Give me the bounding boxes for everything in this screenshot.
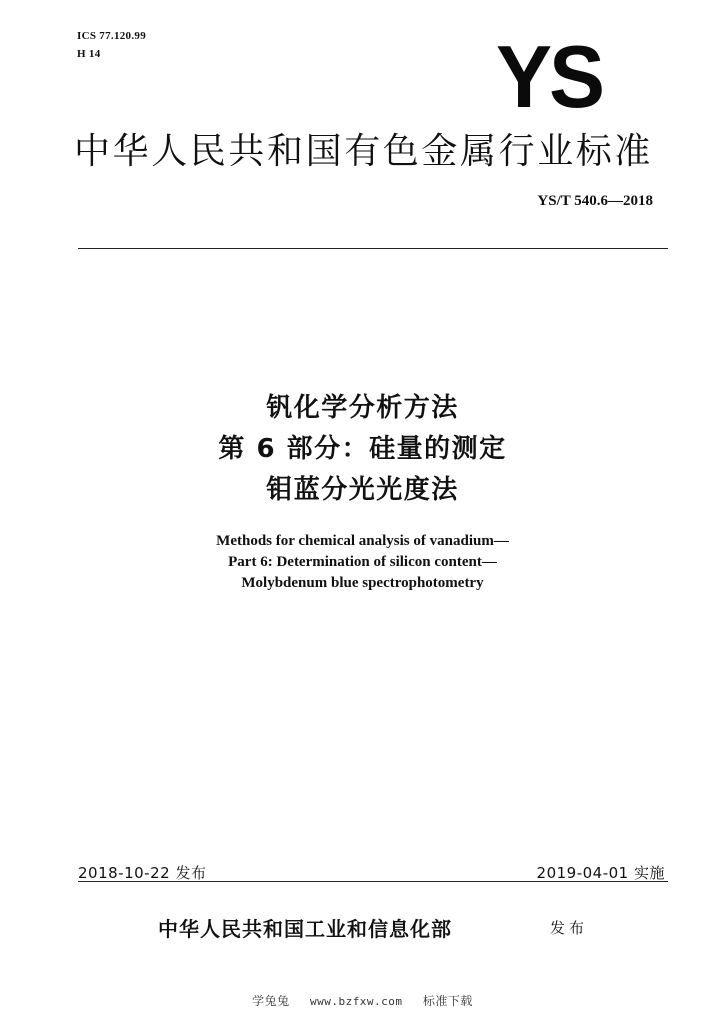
ys-logo: YS bbox=[496, 27, 603, 127]
top-divider bbox=[78, 248, 668, 249]
chinese-title-line-3: 钼蓝分光光度法 bbox=[266, 475, 459, 505]
chinese-title bbox=[0, 388, 725, 511]
bottom-divider bbox=[78, 881, 668, 882]
footer-site-name: 学兔兔 bbox=[252, 994, 290, 1008]
english-title-line-3: Molybdenum blue spectrophotometry bbox=[241, 575, 484, 591]
issue-label: 发布 bbox=[550, 919, 589, 937]
english-title bbox=[0, 531, 725, 594]
standard-number: YS/T 540.6—2018 bbox=[537, 193, 653, 209]
footer-tagline: 标准下载 bbox=[422, 994, 473, 1008]
footer-url[interactable]: www.bzfxw.com bbox=[309, 995, 403, 1008]
chinese-title-line-2: 第 6 部分：硅量的测定 bbox=[218, 434, 507, 464]
classification-codes bbox=[77, 30, 146, 66]
chinese-title-line-1: 钒化学分析方法 bbox=[266, 393, 459, 423]
footer bbox=[0, 992, 725, 1009]
english-title-line-2: Part 6: Determination of silicon content— bbox=[228, 554, 497, 570]
organization-title: 中华人民共和国有色金属行业标准 bbox=[74, 131, 654, 172]
ccs-code: H 14 bbox=[77, 48, 101, 60]
ics-code: ICS 77.120.99 bbox=[77, 30, 146, 42]
english-title-line-1: Methods for chemical analysis of vanadium— bbox=[216, 533, 509, 549]
issuing-authority: 中华人民共和国工业和信息化部 bbox=[158, 917, 452, 941]
issue-date: 2018-10-22 发布 bbox=[78, 864, 207, 882]
implementation-date: 2019-04-01 实施 bbox=[536, 864, 665, 882]
